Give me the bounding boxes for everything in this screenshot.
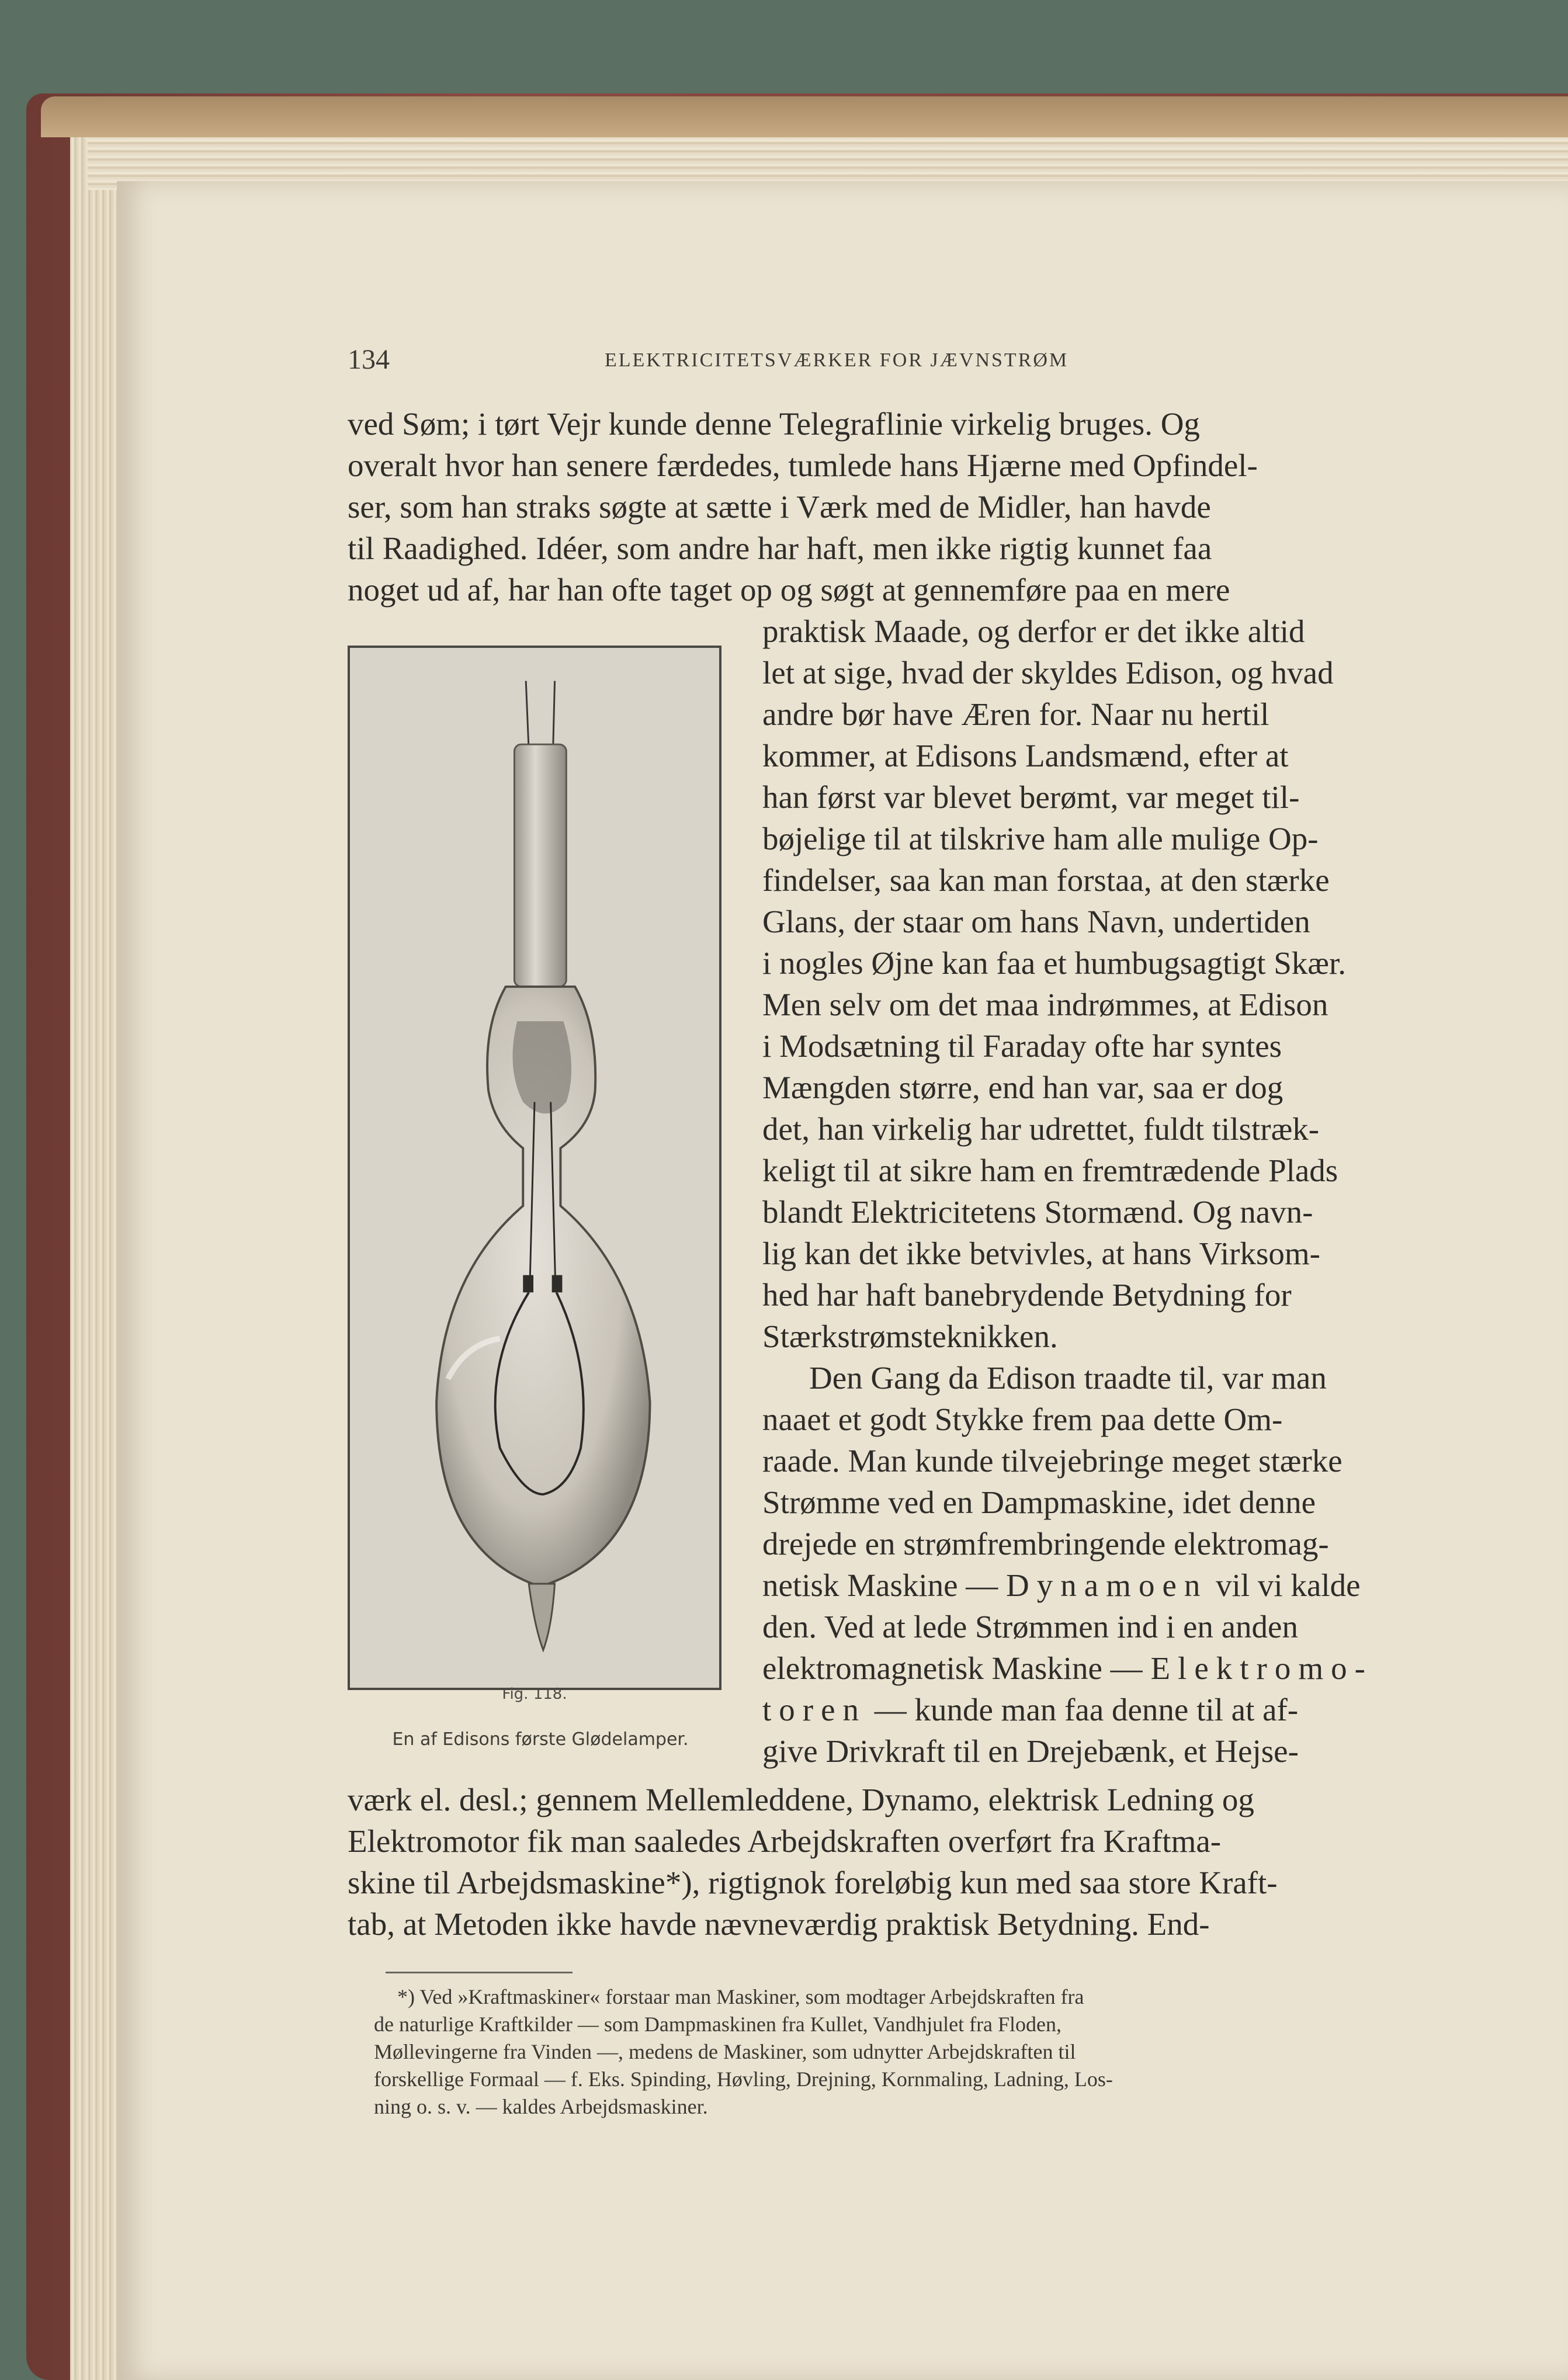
text-line: det, han virkelig har udrettet, fuldt tilstræk-	[762, 1111, 1320, 1147]
footnote-line: de naturlige Kraftkilder — som Dampmaskinen fra Kullet, Vandhjulet fra Floden,	[374, 2013, 1062, 2036]
footnote-line: forskellige Formaal — f. Eks. Spinding, Høvling, Drejning, Kornmaling, Ladning, Los-	[374, 2067, 1113, 2091]
page-header	[348, 344, 1201, 379]
footnote-line: ning o. s. v. — kaldes Arbejdsmaskiner.	[374, 2095, 708, 2118]
text-line: den. Ved at lede Strømmen ind i en anden	[762, 1609, 1298, 1645]
figure-number: Fig. 118.	[502, 1685, 567, 1703]
text-line: Glans, der staar om hans Navn, undertiden	[762, 904, 1310, 939]
text-line: kommer, at Edisons Landsmænd, efter at	[762, 738, 1289, 773]
text-line: i Modsætning til Faraday ofte har syntes	[762, 1028, 1282, 1064]
text-fragment: netisk Maskine —	[762, 1567, 998, 1603]
text-line: give Drivkraft til en Drejebænk, et Hejse-	[762, 1733, 1299, 1769]
text-line: lig kan det ikke betvivles, at hans Virksom-	[762, 1236, 1320, 1271]
running-head: ELEKTRICITETSVÆRKER FOR JÆVNSTRØM	[605, 349, 1069, 371]
text-line: ved Søm; i tørt Vejr kunde denne Telegraflinie virkelig bruges. Og	[348, 406, 1200, 442]
footnote-line: Møllevingerne fra Vinden —, medens de Maskiner, som udnytter Arbejdskraften til	[374, 2040, 1076, 2063]
text-line: raade. Man kunde tilvejebringe meget stærke	[762, 1443, 1342, 1479]
text-line: bøjelige til at tilskrive ham alle mulige Op-	[762, 821, 1319, 856]
book-cover-top-edge	[41, 96, 1568, 137]
text-line: overalt hvor han senere færdedes, tumlede hans Hjærne med Opfindel-	[348, 447, 1258, 483]
term-elektromotoren-b: toren	[762, 1692, 867, 1727]
text-line: Mængden større, end han var, saa er dog	[762, 1070, 1283, 1105]
text-line: hed har haft banebrydende Betydning for	[762, 1277, 1292, 1313]
text-line: Den Gang da Edison traadte til, var man	[809, 1360, 1327, 1396]
text-line: ser, som han straks søgte at sætte i Værk med de Midler, han havde	[348, 489, 1211, 525]
footnote	[374, 1983, 1440, 2121]
text-line: noget ud af, har han ofte taget op og søgt at gennemføre paa en mere	[348, 572, 1230, 608]
text-line: findelser, saa kan man forstaa, at den stærke	[762, 862, 1330, 898]
text-line-elektromotor-cont	[762, 1689, 1440, 1730]
text-line: andre bør have Æren for. Naar nu hertil	[762, 696, 1269, 732]
text-line: praktisk Maade, og derfor er det ikke altid	[762, 613, 1305, 649]
text-line: værk el. desl.; gennem Mellemleddene, Dynamo, elektrisk Ledning og	[348, 1782, 1254, 1817]
body-text-right-column	[762, 610, 1440, 1772]
text-line: keligt til at sikre ham en fremtrædende Plads	[762, 1153, 1338, 1188]
text-fragment: elektromagnetisk Maskine —	[762, 1650, 1143, 1686]
text-line-elektromotor	[762, 1647, 1440, 1689]
figure-lamp-illustration	[348, 646, 721, 1690]
light-bulb-illustration	[350, 648, 719, 1688]
body-text-top	[348, 403, 1440, 610]
footnote-rule	[386, 1972, 573, 1973]
text-line: Stærkstrømsteknikken.	[762, 1319, 1058, 1354]
text-line: naaet et godt Stykke frem paa dette Om-	[762, 1401, 1283, 1437]
text-line: Elektromotor fik man saaledes Arbejdskraften overført fra Kraftma-	[348, 1823, 1222, 1859]
text-line: blandt Elektricitetens Stormænd. Og navn-	[762, 1194, 1313, 1230]
text-line: tab, at Metoden ikke havde nævneværdig praktisk Betydning. End-	[348, 1906, 1210, 1942]
text-line-dynamo	[762, 1564, 1440, 1606]
text-line: drejede en strømfrembringende elektromag-	[762, 1526, 1329, 1562]
page-number: 134	[348, 344, 390, 375]
text-fragment: — kunde man faa denne til at af-	[874, 1692, 1299, 1727]
text-line: Men selv om det maa indrømmes, at Edison	[762, 987, 1328, 1022]
text-line: i nogles Øjne kan faa et humbugsagtigt Skær.	[762, 945, 1347, 981]
text-line: skine til Arbejdsmaskine*), rigtignok foreløbig kun med saa store Kraft-	[348, 1865, 1278, 1900]
figure-caption: En af Edisons første Glødelamper.	[392, 1729, 689, 1750]
text-line: han først var blevet berømt, var meget til-	[762, 779, 1300, 815]
text-line: Strømme ved en Dampmaskine, idet denne	[762, 1484, 1316, 1520]
text-fragment: vil vi kalde	[1216, 1567, 1361, 1603]
text-line: let at sige, hvad der skyldes Edison, og hvad	[762, 655, 1334, 691]
term-elektromotoren-a: Elektromo-	[1150, 1650, 1373, 1686]
body-text-bottom	[348, 1779, 1440, 1945]
footnote-line: *) Ved »Kraftmaskiner« forstaar man Maskiner, som modtager Arbejdskraften fra	[397, 1985, 1084, 2008]
text-line: til Raadighed. Idéer, som andre har haft, men ikke rigtig kunnet faa	[348, 530, 1212, 566]
term-dynamoen: Dynamoen	[1006, 1567, 1208, 1603]
